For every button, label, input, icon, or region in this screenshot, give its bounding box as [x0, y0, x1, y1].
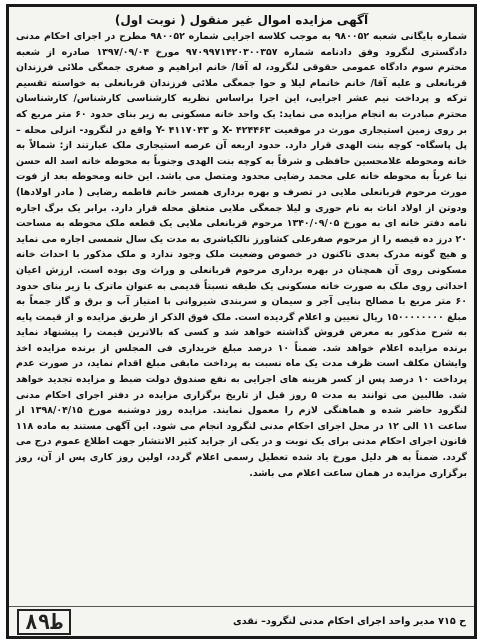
- notice-clipping: [6, 4, 477, 639]
- notice-signature: ح ۷۱۵ مدیر واحد اجرای احکام مدنی لنگرود– نقدی: [232, 616, 466, 627]
- notice-body: شماره بایگانی شعبه ۹۸۰۰۵۲ به موجب کلاسه اجرایی شماره ۹۸۰۰۵۲ مطرح در اجرای احکام مدنی دادگستری لنگرود وفق دادنامه شماره ۹۷۰۹۹۷۱۴۲۰۳۰۰۳۵۷ مورخ ۱۳۹۷/۰۹/۰۴ صادره از شعبه محترم سوم دادگاه عمومی حقوقی لنگرود، له آقا/ خانم ابراهیم و صغری جمعگی ملائی فرزندان قربانعلی و علیه آقا/ خانم خانمام لیلا و حوا جمعگی ملائی فرزندان قربانعلی به خواسته تقسیم ترکه و پرداخت نیم عشر اجرایی، این اجرا براساس نظریه کارشناسی کارشناس/ کارشناسان محترم مبادرت به انجام مزایده می نماید: یک واحد خانه مسکونی به زیر بنای حدود ۶۰ متر مربع که بر روی زمین استیجاری مورث در موقعیت X- ۴۲۴۴۶۳ و Y- ۴۱۱۷۰۴۳ واقع در لنگرود- انزلی محله – پل پاسگاه- کوچه بنت الهدی قرار دارد. حدود اربعه آن عرصه استیجاری ملک عبارتند از: شمالاً به خانه ومحوطه غلامحسین حافظی و شرقاً به کوچه بنت الهدی وجنوباً به محوطه خانه اسد اله حسن نیا غرباً به محوطه خانه علی محمد رضایی محدود ومتصل می باشد. این خانه ومحوطه بعد از فوت مورث مرحوم قربانعلی ملایی در تصرف و بهره برداری همسر خانم فاطمه رضایی ( مادر اولادها) ودوتن از اولاد اناث به نام حوری و لیلا جمعگی ملایی متعلق محله قرار دارد. برابر یک برگ اجاره نامه دفتر خانه ای به مورخ ۱۳۴۰/۰۹/۰۵ مرحوم قربانعلی ملایی یک قطعه ملک محوطه به مساحت ۲۰ درز ده قیصه را از مرحوم صفرعلی کشاورز نالکیاشری به مدت یک سال شمسی اجاره می نماید و هیچ گونه مدرک بعدی تاکنون در خصوص وضعیت ملک وجود ندارد و ملک مذکور با احداث خانه مسکونی روی آن همچنان در بهره برداری مرحوم قربانعلی و وراث وی بوده است. ارزش اعیان احداثی روی ملک به صورت خانه مسکونی یک طبقه نسبتاً قدیمی به عنوان ماترک با زیر بنای حدود ۶۰ متر مربع با مصالح بنایی آجر و سیمان و سربندی شیروانی با امتیاز آب و برق و گاز جمعاً به مبلغ ۱۵۰۰۰۰۰۰۰۰ ریال تعیین و اعلام گردیده است. ملک فوق الذکر از طریق مزایده و از قیمت پایه به شرح مذکور به معرض فروش گذاشته خواهد شد و کسی که بالاترین قیمت را پیشنهاد نماید برنده مزایده اعلام خواهد شد. ضمناً ۱۰ درصد مبلغ خریداری فی المجلس از برنده مزایده اخذ وایشان مکلف است ظرف مدت یک ماه نسبت به پرداخت مابقی مبلغ اقدام نماید، در صورت عدم پرداخت ۱۰ درصد پس از کسر هزینه های اجرایی به نفع صندوق دولت ضبط و مزایده تجدید خواهد شد. طالبین می توانند به مدت ۵ روز قبل از تاریخ برگزاری مزایده در دفتر اجرای احکام مدنی لنگرود حاضر شده و هماهنگی لازم را معمول نمایند. مزایده روز دوشنبه مورخ ۱۳۹۸/۰۴/۱۵ از ساعت ۱۱ الی ۱۲ در محل اجرای احکام مدنی لنگرود انجام می شود. این آگهی مستند به ماده ۱۱۸ قانون اجرای احکام مدنی برای یک نوبت و در یکی از جراید کثیر الانتشار جهت اطلاع عموم درج می گردد. ضمناً به هر دلیل مورخ یاد شده تعطیل رسمی اعلام گردد، اولین روز کاری پس از آن، روز برگزاری مزایده در همان ساعت اعلام می باشد.: [16, 31, 468, 479]
- notice-footer: [9, 606, 474, 636]
- notice-code-stamp: ۸۹ط: [17, 609, 71, 635]
- notice-title: آگهی مزایده اموال غیر منقول ( نوبت اول): [114, 13, 369, 27]
